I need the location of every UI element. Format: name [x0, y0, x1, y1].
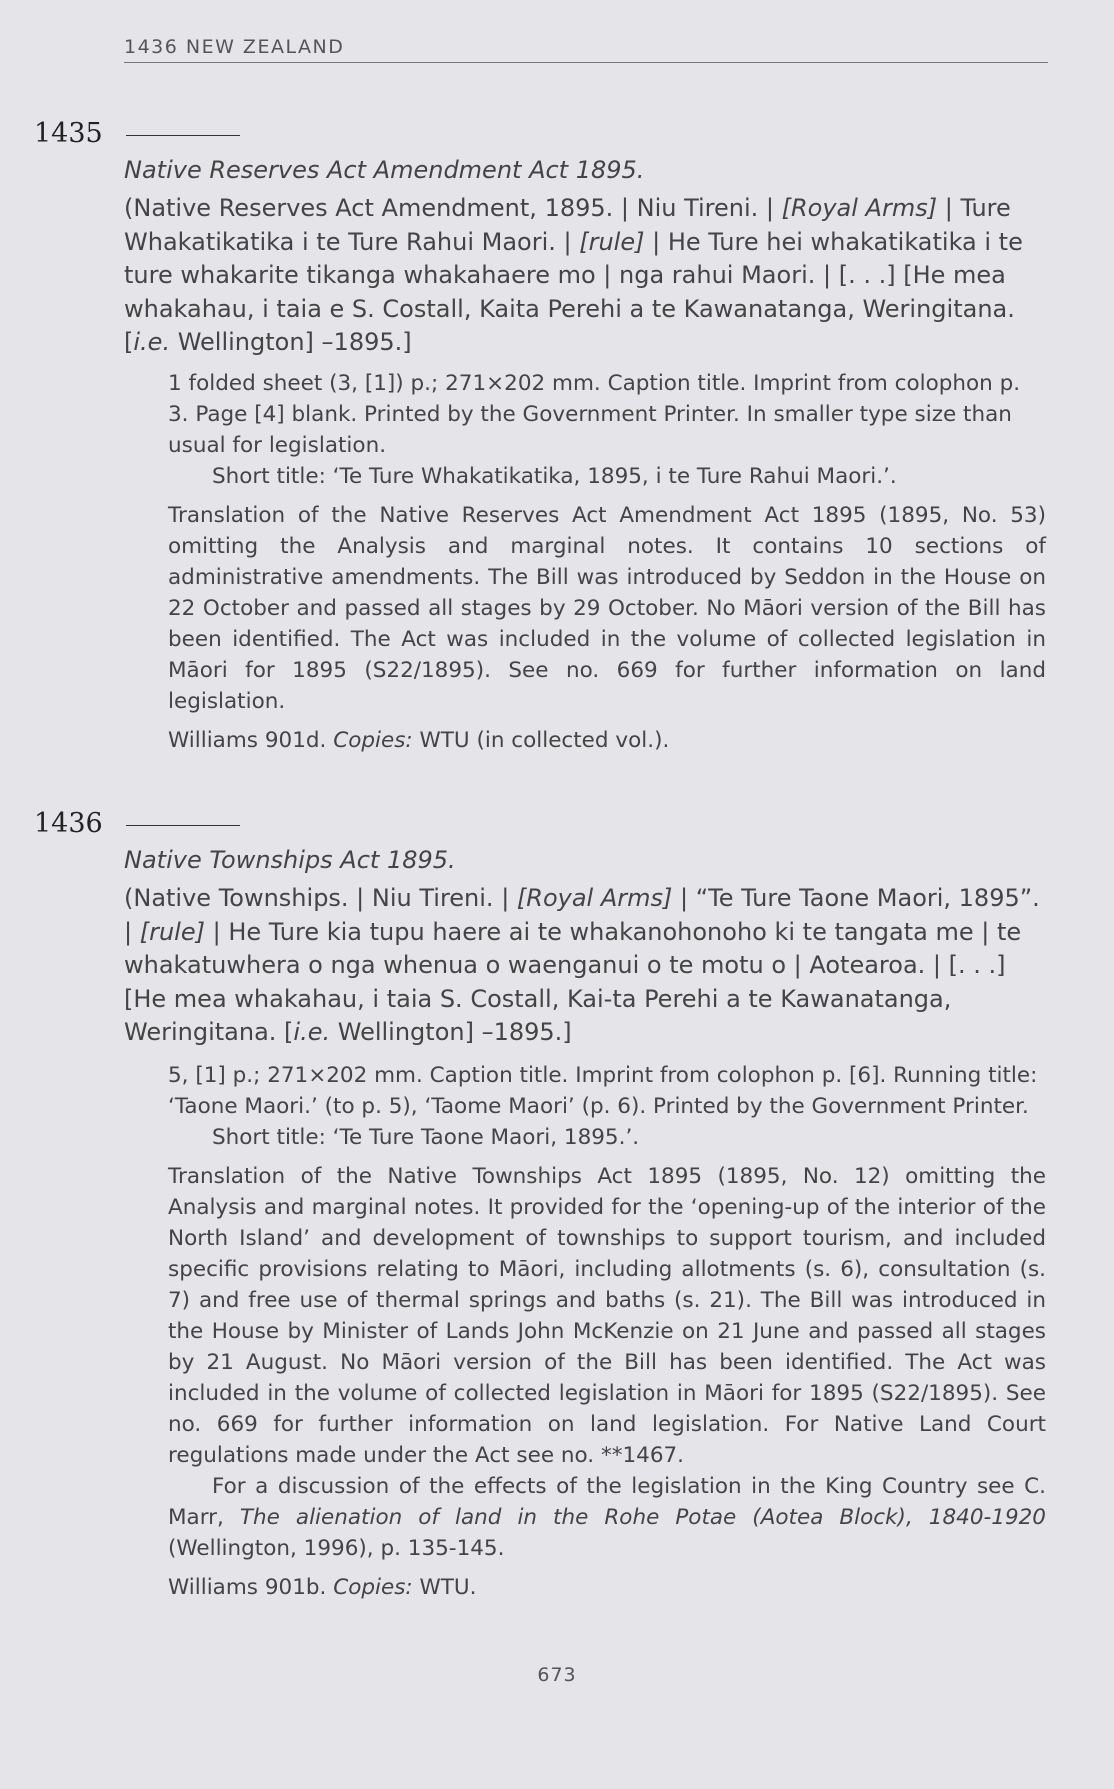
- entry-rule: [126, 135, 240, 136]
- entry-description: [168, 368, 1046, 756]
- entry-1436: [0, 808, 1114, 1678]
- physical-description: 5, [1] p.; 271×202 mm. Caption title. Imprint from colophon p. [6]. Running title: ‘Taone Maori.’ (to p. 5), ‘Taome Maori’ (p. 6). Printed by the Government Printer.: [168, 1063, 1038, 1119]
- entry-note: Translation of the Native Reserves Act Amendment Act 1895 (1895, No. 53) omitting the Analysis and marginal notes. It contains 10 sections of administrative amendments. The Bill was introduced by Seddon in the House on 22 October and passed all stages by 29 October. No Māori version of the Bill has been identified. The Act was included in the volume of collected legislation in Māori for 1895 (S22/1895). See no. 669 for further information on land legislation.: [168, 503, 1046, 714]
- entry-imprint: (Native Townships. | Niu Tireni. | [Royal Arms] | “Te Ture Taone Maori, 1895”. | [rule] | He Ture kia tupu haere ai te whakanohonoho ki te tangata me | te whakatuwhera o nga whenua o waenganui o te motu o | Aotearoa. | [. . .] [He mea whakahau, i taia S. Costall, Kai-ta Perehi a te Kawanatanga, Weringitana. [i.e. Wellington] –1895.]: [124, 884, 1040, 1046]
- entry-title: Native Reserves Act Amendment Act 1895.: [124, 156, 645, 184]
- entry-imprint: (Native Reserves Act Amendment, 1895. | Niu Tireni. | [Royal Arms] | Ture Whakatikatika i te Ture Rahui Maori. | [rule] | He Ture hei whakatikatika i te ture whakarite tikanga whakahaere mo | nga rahui Maori. | [. . .] [He mea whakahau, i taia e S. Costall, Kaita Perehi a te Kawanatanga, Weringitana. [i.e. Wellington] –1895.]: [124, 194, 1023, 356]
- physical-description: 1 folded sheet (3, [1]) p.; 271×202 mm. Caption title. Imprint from colophon p. 3. Page [4] blank. Printed by the Government Printer. In smaller type size than usual for legislation.: [168, 371, 1021, 458]
- entry-references: Williams 901d. Copies: WTU (in collected vol.).: [168, 728, 670, 753]
- entry-1435: [0, 118, 1114, 778]
- entry-note: Translation of the Native Townships Act 1895 (1895, No. 12) omitting the Analysis and marginal notes. It provided for the ‘opening-up of the interior of the North Island’ and development of townships to support tourism, and included specific provisions relating to Māori, including allotments (s. 6), consultation (s. 7) and free use of thermal springs and baths (s. 21). The Bill was introduced in the House by Minister of Lands John McKenzie on 21 June and passed all stages by 21 August. No Māori version of the Bill has been identified. The Act was included in the volume of collected legislation in Māori for 1895 (S22/1895). See no. 669 for further information on land legislation. For Native Land Court regulations made under the Act see no. **1467.: [168, 1164, 1046, 1468]
- entry-title: Native Townships Act 1895.: [124, 846, 456, 874]
- entry-rule: [126, 825, 240, 826]
- entry-description: [168, 1060, 1046, 1603]
- entry-number: 1435: [34, 118, 103, 149]
- short-title: Short title: ‘Te Ture Taone Maori, 1895.’.: [212, 1125, 640, 1150]
- entry-discussion: For a discussion of the effects of the legislation in the King Country see C. Marr, The alienation of land in the Rohe Potae (Aotea Block), 1840-1920 (Wellington, 1996), p. 135-145.: [168, 1474, 1046, 1561]
- entry-references: Williams 901b. Copies: WTU.: [168, 1575, 477, 1600]
- running-head: 1436 NEW ZEALAND: [124, 36, 1048, 63]
- page-number: 673: [537, 1664, 577, 1686]
- entry-number: 1436: [34, 808, 103, 839]
- short-title: Short title: ‘Te Ture Whakatikatika, 1895, i te Ture Rahui Maori.’.: [212, 464, 897, 489]
